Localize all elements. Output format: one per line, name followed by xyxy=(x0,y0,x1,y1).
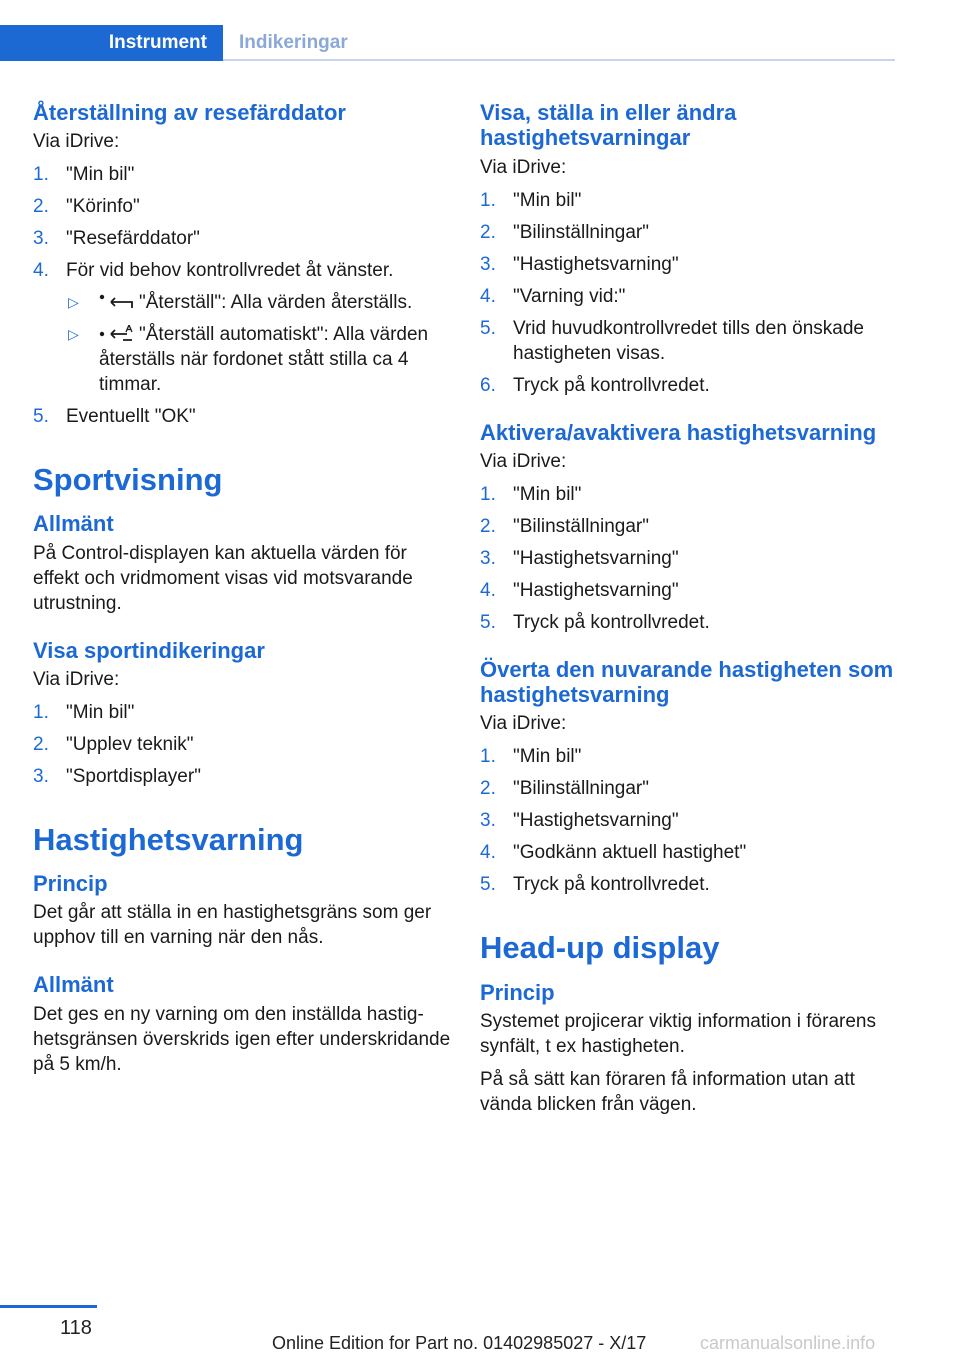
tab-underline xyxy=(223,59,895,61)
auto-reset-arrow-icon xyxy=(99,325,135,341)
hud-title: Head-up display xyxy=(480,930,720,966)
adopt-heading: Överta den nuvarande hastigheten som hastighetsvarning xyxy=(480,656,894,708)
sport-title: Sportvisning xyxy=(33,462,223,498)
list-item: 5. Eventuellt "OK" xyxy=(33,406,196,428)
sport-steps xyxy=(33,700,453,789)
right-column xyxy=(480,100,900,1125)
list-item: 1. "Min bil" xyxy=(480,746,582,768)
list-item: 3. "Hastighetsvarning" xyxy=(480,810,679,832)
list-item: 3. "Hastighetsvarning" xyxy=(480,547,679,569)
list-item: 1. "Min bil" xyxy=(480,483,582,505)
set-heading: Visa, ställa in eller ändra hastighetsvarningar xyxy=(480,100,737,151)
speed-principle-text: Det går att ställa in en hastighetsgräns som ger upphov till en varning när den nås. xyxy=(33,902,432,949)
hud-text-2: På så sätt kan föraren få information utan att vända blicken från vägen. xyxy=(480,1068,855,1115)
list-item: 4. "Varning vid:" xyxy=(480,285,626,307)
activate-via: Via iDrive: xyxy=(480,450,567,472)
list-item: 3. "Hastighetsvarning" xyxy=(480,253,679,275)
speed-general-heading: Allmänt xyxy=(33,972,114,998)
page-number: 118 xyxy=(60,1317,92,1339)
tab-indikeringar[interactable]: Indikeringar xyxy=(239,32,348,53)
activate-steps xyxy=(480,482,900,635)
list-item: 1. "Min bil" xyxy=(33,701,135,723)
tab-instrument[interactable]: Instrument xyxy=(0,25,223,61)
adopt-via: Via iDrive: xyxy=(480,713,567,735)
sport-via: Via iDrive: xyxy=(33,668,120,690)
watermark: carmanualsonline.info xyxy=(700,1333,876,1353)
list-item: 5. Vrid huvudkontrollvredet tills den önskade hastigheten visas. xyxy=(480,317,864,364)
speed-title: Hastighetsvarning xyxy=(33,821,304,857)
reset-via: Via iDrive: xyxy=(33,131,120,153)
sport-show-heading: Visa sportindikeringar xyxy=(33,637,265,663)
list-item: 3. "Sportdisplayer" xyxy=(33,765,201,787)
sport-general-heading: Allmänt xyxy=(33,511,114,537)
list-item: 6. Tryck på kontrollvredet. xyxy=(480,374,710,396)
list-item: 5. Tryck på kontrollvredet. xyxy=(480,874,710,896)
list-item: 2. "Bilinställningar" xyxy=(480,515,649,537)
sub-list-item: ▷ "Återställ": Alla värden återställs. xyxy=(68,292,413,314)
hud-text-1: Systemet projicerar viktig information i förarens synfält, t ex hastigheten. xyxy=(480,1010,876,1057)
list-item: 1. "Min bil" xyxy=(480,189,582,211)
footer-accent-bar xyxy=(0,1305,97,1308)
set-via: Via iDrive: xyxy=(480,156,567,178)
adopt-steps xyxy=(480,744,900,897)
list-item: 4. "Hastighetsvarning" xyxy=(480,579,679,601)
sport-general-text: På Control-displayen kan aktuella värden för effekt och vridmoment visas vid motsvarande utrustning. xyxy=(33,542,413,614)
hud-principle-heading: Princip xyxy=(480,979,555,1005)
reset-steps xyxy=(33,162,453,429)
list-item: 2. "Bilinställningar" xyxy=(480,221,649,243)
list-item: 4. För vid behov kontrollvredet åt vänster. ▷ "Återställ": Alla värden återställs. ▷ "Återställ automatiskt": Alla värden återställs när fordonet stått stilla ca 4 timmar. xyxy=(33,258,453,397)
list-item: 1. "Min bil" xyxy=(33,164,135,186)
reset-heading: Återställning av resefärddator xyxy=(33,100,346,125)
list-item: 5. Tryck på kontrollvredet. xyxy=(480,611,710,633)
speed-general-text: Det ges en ny varning om den inställda hastighetsgränsen överskrids igen efter underskridande på 5 km/h. xyxy=(33,1003,451,1075)
speed-principle-heading: Princip xyxy=(33,871,108,897)
section-tabs xyxy=(0,25,895,61)
list-item: 2. "Bilinställningar" xyxy=(480,778,649,800)
list-item: 3. "Resefärddator" xyxy=(33,228,200,250)
sub-list-item: ▷ "Återställ automatiskt": Alla värden återställs när fordonet stått stilla ca 4 timmar. xyxy=(68,324,429,396)
list-item: 2. "Körinfo" xyxy=(33,196,140,218)
reset-sub-options xyxy=(66,290,453,397)
left-column xyxy=(33,100,453,1085)
activate-heading: Aktivera/avaktivera hastighetsvarning xyxy=(480,419,877,445)
edition-text: Online Edition for Part no. 01402985027 - X/17 xyxy=(272,1333,647,1353)
list-item: 4. "Godkänn aktuell hastighet" xyxy=(480,842,747,864)
set-steps xyxy=(480,188,900,398)
reset-arrow-icon xyxy=(99,293,135,309)
list-item: 2. "Upplev teknik" xyxy=(33,733,194,755)
